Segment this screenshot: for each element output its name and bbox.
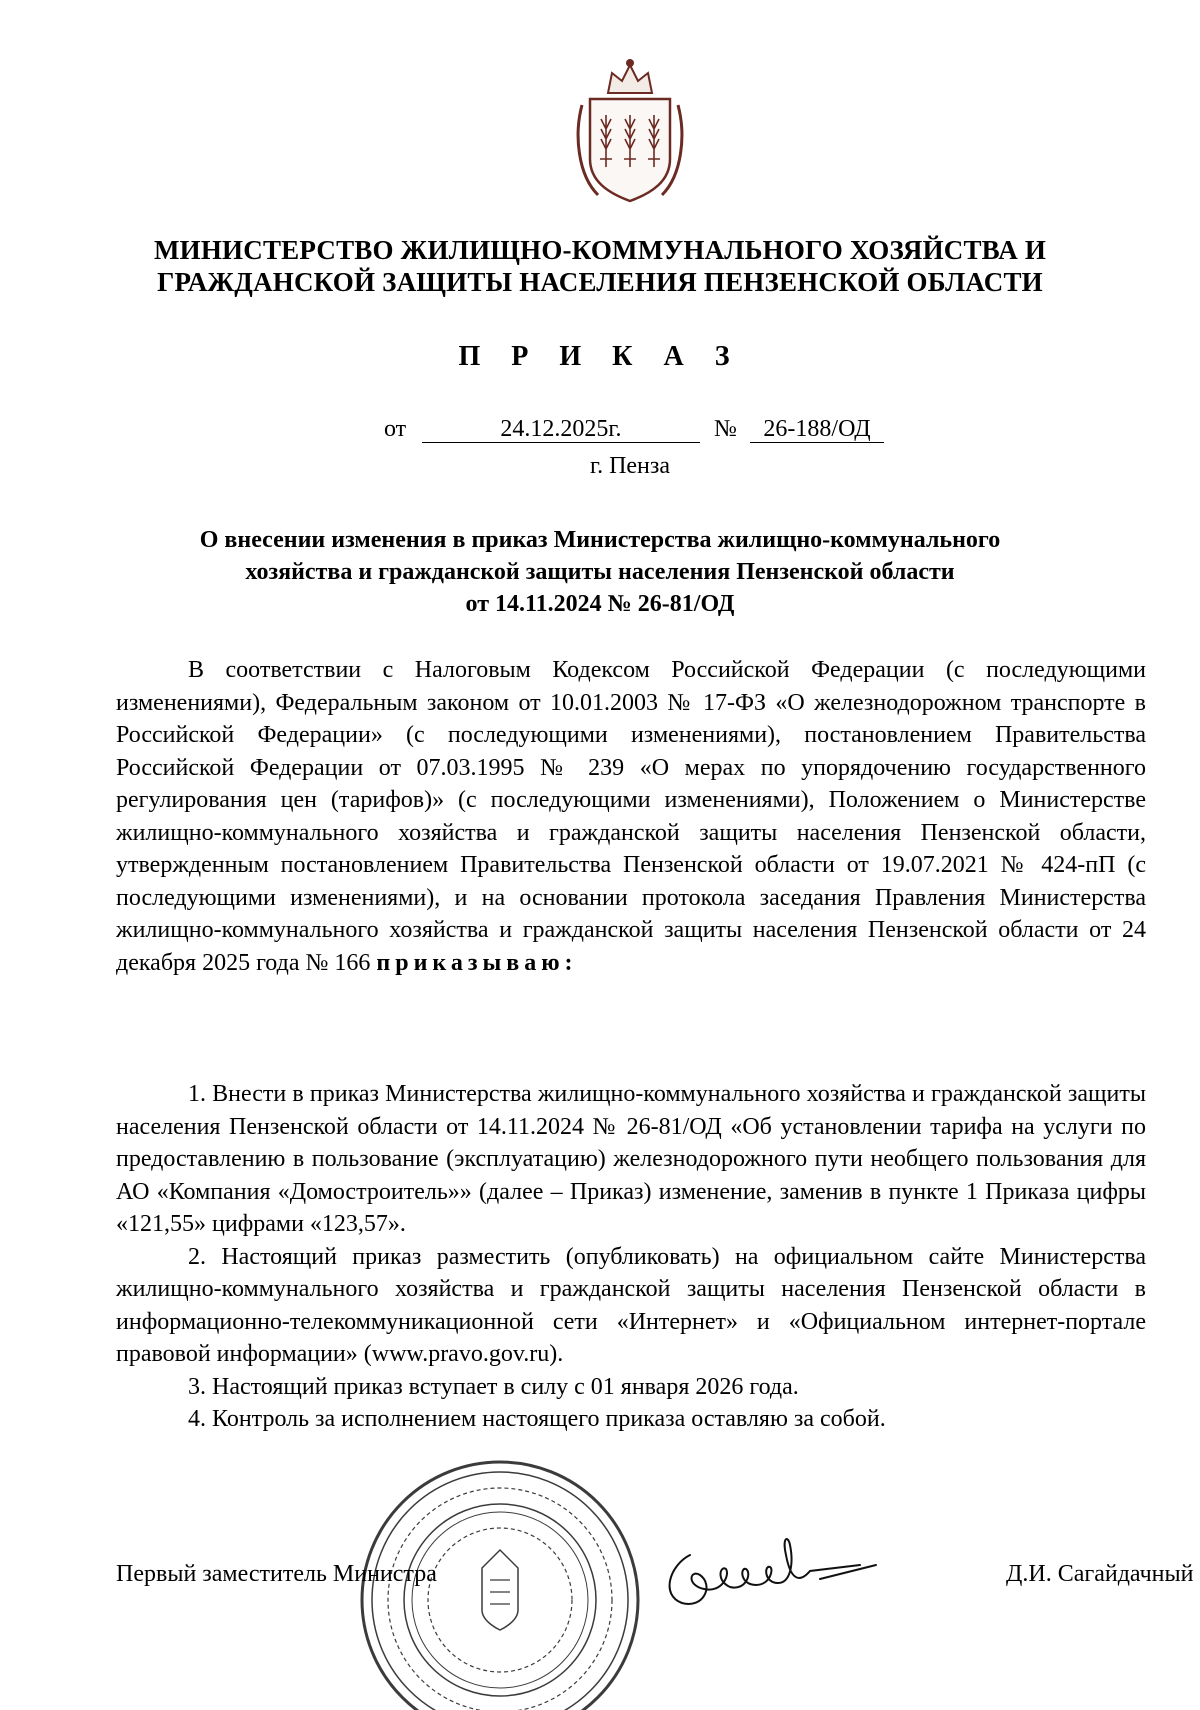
order-item-2: 2. Настоящий приказ разместить (опубликовать) на официальном сайте Министерства жилищно-коммунального хозяйства и гражданской защиты населения Пензенской области в информационно-телекоммуникационной сети «Интернет» и «Официальном интернет-портале правовой информации» (www.pravo.gov.ru). (116, 1243, 1146, 1367)
preamble (116, 654, 1146, 979)
subject-line-3: от 14.11.2024 № 26-81/ОД (465, 591, 735, 617)
directive-word: приказываю: (376, 949, 578, 976)
preamble-text: В соответствии с Налоговым Кодексом Российской Федерации (с последующими изменениями), Федеральным законом от 10.01.2003 № 17-ФЗ «О железнодорожном транспорте в Российской Федерации» (с последующими изменениями), постановлением Правительства Российской Федерации от 07.03.1995 № 239 «О мерах по упорядочению государственного регулирования цен (тарифов)» (с последующими изменениями), Положением о Министерстве жилищно-коммунального хозяйства и гражданской защиты населения Пензенской области, утвержденным постановлением Правительства Пензенской области от 19.07.2021 № 424-пП (с последующими изменениями), и на основании протокола заседания Правления Министерства жилищно-коммунального хозяйства и гражданской защиты населения Пензенской области от 24 декабря 2025 года № 166 (116, 657, 1146, 976)
order-items (116, 1078, 1146, 1436)
subject-line-1: О внесении изменения в приказ Министерства жилищно-коммунального (199, 527, 1001, 553)
subject-line-2: хозяйства и гражданской защиты населения Пензенской области (245, 559, 955, 585)
from-label: от (384, 416, 407, 442)
order-item-4: 4. Контроль за исполнением настоящего приказа оставляю за собой. (188, 1406, 886, 1432)
order-date: 24.12.2025г. (422, 413, 700, 443)
order-item-1: 1. Внести в приказ Министерства жилищно-коммунального хозяйства и гражданской защиты населения Пензенской области от 14.11.2024 № 26-81/ОД «Об установлении тарифа на услуги по предоставлению в пользование (эксплуатацию) железнодорожного пути необщего пользования для АО «Компания «Домостроитель»» (далее – Приказ) изменение, заменив в пункте 1 Приказа цифры «121,55» цифрами «123,57». (116, 1081, 1146, 1237)
signatory-position: Первый заместитель Министра (116, 1561, 437, 1587)
ministry-line-1: МИНИСТЕРСТВО ЖИЛИЩНО-КОММУНАЛЬНОГО ХОЗЯЙСТВА И (153, 235, 1047, 265)
coat-of-arms-emblem (568, 55, 692, 207)
order-item-3: 3. Настоящий приказ вступает в силу с 01 января 2026 года. (188, 1373, 799, 1400)
number-label: № (714, 416, 737, 442)
city: г. Пенза (589, 453, 671, 479)
document-type-title: П Р И К А З (458, 341, 742, 372)
ministry-name (100, 234, 1100, 298)
order-number: 26-188/ОД (750, 413, 884, 443)
order-subject (120, 524, 1080, 620)
ministry-line-2: ГРАЖДАНСКОЙ ЗАЩИТЫ НАСЕЛЕНИЯ ПЕНЗЕНСКОЙ ОБЛАСТИ (157, 267, 1043, 297)
signature-block (116, 1561, 1194, 1593)
signatory-name: Д.И. Сагайдачный (1006, 1561, 1194, 1587)
